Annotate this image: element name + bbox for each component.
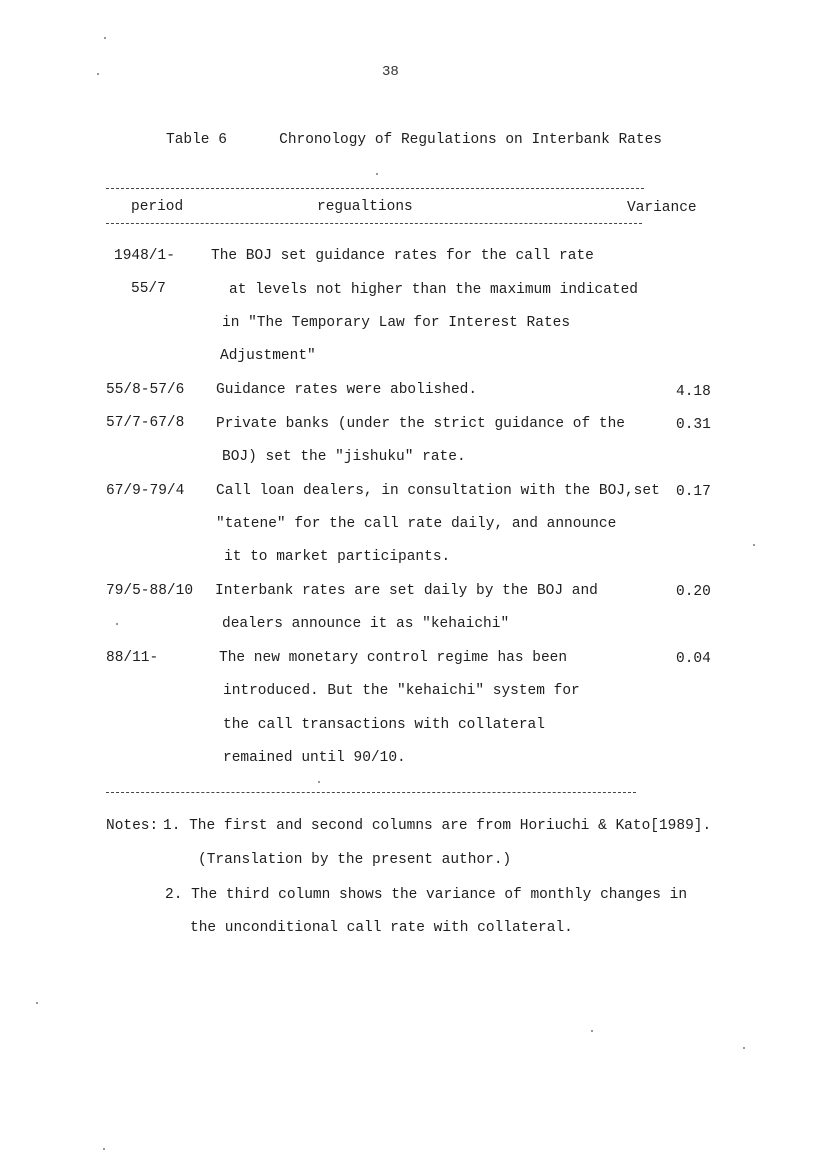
row-text: remained until 90/10. bbox=[223, 750, 406, 766]
scan-speck bbox=[318, 781, 320, 783]
row-text: at levels not higher than the maximum indicated bbox=[229, 282, 638, 298]
row-variance: 0.04 bbox=[676, 651, 711, 667]
row-text: The new monetary control regime has been bbox=[219, 650, 568, 666]
row-text: Private banks (under the strict guidance of the bbox=[216, 416, 625, 432]
header-regulations: regualtions bbox=[317, 199, 413, 215]
scan-speck bbox=[753, 544, 755, 546]
scan-speck bbox=[36, 1002, 38, 1004]
note-2-continued: the unconditional call rate with collateral. bbox=[190, 920, 573, 936]
header-variance: Variance bbox=[627, 200, 697, 216]
table-header-rule bbox=[106, 223, 642, 224]
table-title: Table 6 Chronology of Regulations on Interbank Rates bbox=[166, 132, 662, 148]
row-text: Guidance rates were abolished. bbox=[216, 382, 478, 398]
row-period: 55/8-57/6 bbox=[106, 382, 185, 398]
scan-speck bbox=[104, 37, 106, 39]
row-variance: 4.18 bbox=[676, 384, 711, 400]
scan-speck bbox=[97, 73, 99, 75]
table-top-rule bbox=[106, 188, 644, 189]
note-1: 1. The first and second columns are from Horiuchi & Kato[1989]. bbox=[163, 818, 712, 834]
row-period: 1948/1- bbox=[114, 248, 175, 264]
row-text: the call transactions with collateral bbox=[223, 717, 545, 733]
scan-speck bbox=[103, 1148, 105, 1150]
row-text: it to market participants. bbox=[224, 549, 451, 565]
scan-speck bbox=[591, 1030, 593, 1032]
row-variance: 0.20 bbox=[676, 584, 711, 600]
row-period: 55/7 bbox=[131, 281, 166, 297]
header-period: period bbox=[131, 199, 184, 215]
row-text: "tatene" for the call rate daily, and announce bbox=[216, 516, 617, 532]
notes-label: Notes: bbox=[106, 818, 159, 834]
row-period: 79/5-88/10 bbox=[106, 583, 194, 599]
row-text: Adjustment" bbox=[220, 348, 316, 364]
row-variance: 0.17 bbox=[676, 484, 711, 500]
note-2: 2. The third column shows the variance of monthly changes in bbox=[165, 887, 688, 903]
scan-speck bbox=[116, 623, 118, 625]
note-1-continued: (Translation by the present author.) bbox=[198, 852, 512, 868]
row-text: Call loan dealers, in consultation with the BOJ,set bbox=[216, 483, 660, 499]
page-number: 38 bbox=[382, 64, 399, 80]
row-text: introduced. But the "kehaichi" system for bbox=[223, 683, 580, 699]
scan-speck bbox=[376, 173, 378, 175]
row-period: 88/11- bbox=[106, 650, 159, 666]
table-bottom-rule bbox=[106, 792, 636, 793]
scan-speck bbox=[743, 1047, 745, 1049]
row-text: dealers announce it as "kehaichi" bbox=[222, 616, 510, 632]
row-period: 57/7-67/8 bbox=[106, 415, 185, 431]
row-text: Interbank rates are set daily by the BOJ and bbox=[215, 583, 598, 599]
row-text: BOJ) set the "jishuku" rate. bbox=[222, 449, 466, 465]
row-text: in "The Temporary Law for Interest Rates bbox=[222, 315, 571, 331]
row-variance: 0.31 bbox=[676, 417, 711, 433]
row-period: 67/9-79/4 bbox=[106, 483, 185, 499]
row-text: The BOJ set guidance rates for the call rate bbox=[211, 248, 594, 264]
